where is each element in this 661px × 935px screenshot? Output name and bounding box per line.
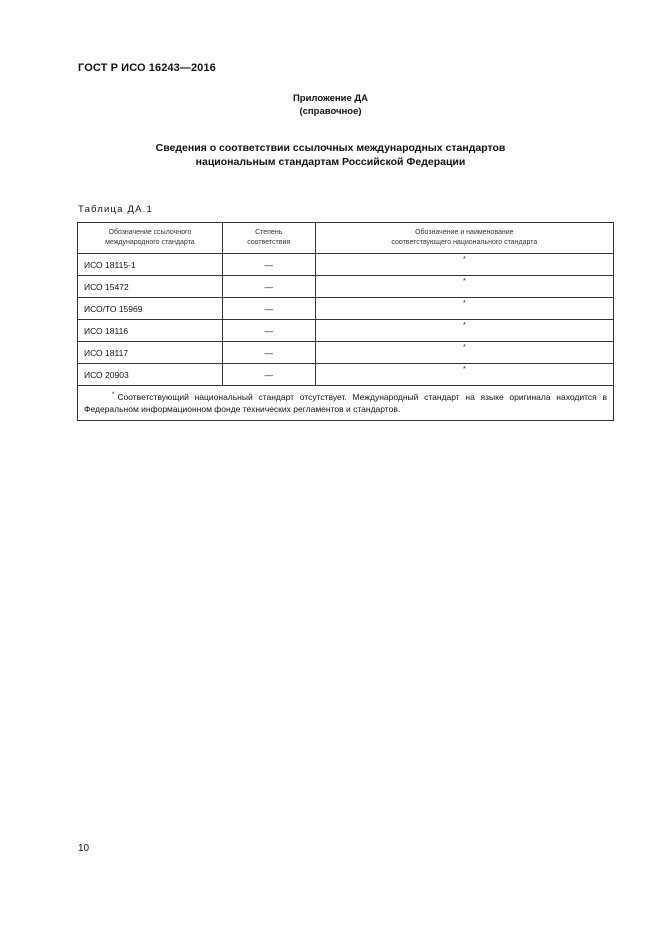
cell-national-standard: * (315, 254, 613, 276)
cell-national-standard: * (315, 298, 613, 320)
cell-national-standard: * (315, 320, 613, 342)
table-row (78, 364, 614, 386)
standards-table (77, 222, 614, 421)
table-row (78, 320, 614, 342)
page-number: 10 (78, 843, 90, 854)
table-caption: Таблица ДА.1 (78, 204, 153, 215)
cell-reference-code: ИСО 18116 (78, 320, 223, 342)
cell-reference-code: ИСО 18117 (78, 342, 223, 364)
table-row (78, 298, 614, 320)
footnote-text: Соответствующий национальный стандарт отсутствует. Международный стандарт на языке оригинала находится в Федеральном информационном фонде технических регламентов и стандартов. (84, 391, 607, 414)
column-header-reference-standard: Обозначение ссылочного международного стандарта (78, 223, 223, 254)
cell-reference-code: ИСО 20903 (78, 364, 223, 386)
section-title-line-2: национальным стандартам Российской Федерации (195, 156, 466, 168)
table-footnote-row (78, 386, 614, 421)
cell-degree: — (222, 320, 315, 342)
annex-title: Приложение ДА (292, 93, 369, 104)
cell-degree: — (222, 342, 315, 364)
table-row (78, 342, 614, 364)
table-row (78, 254, 614, 276)
annex-type: (справочное) (299, 106, 362, 117)
table-row (78, 276, 614, 298)
cell-degree: — (222, 364, 315, 386)
cell-reference-code: ИСО 18115-1 (78, 254, 223, 276)
document-header: ГОСТ Р ИСО 16243—2016 (78, 62, 216, 74)
cell-degree: — (222, 298, 315, 320)
section-title-line-1: Сведения о соответствии ссылочных международных стандартов (155, 142, 506, 154)
cell-national-standard: * (315, 276, 613, 298)
section-title (0, 141, 661, 169)
cell-national-standard: * (315, 342, 613, 364)
cell-degree: — (222, 276, 315, 298)
annex-heading (0, 92, 661, 118)
cell-reference-code: ИСО 15472 (78, 276, 223, 298)
table-footnote (78, 386, 614, 421)
cell-reference-code: ИСО/ТО 15969 (78, 298, 223, 320)
column-header-national-standard: Обозначение и наименование соответствующего национального стандарта (315, 223, 613, 254)
table-header-row (78, 223, 614, 254)
cell-degree: — (222, 254, 315, 276)
column-header-degree: Степень соответствия (222, 223, 315, 254)
footnote-marker: * (112, 392, 115, 398)
cell-national-standard: * (315, 364, 613, 386)
